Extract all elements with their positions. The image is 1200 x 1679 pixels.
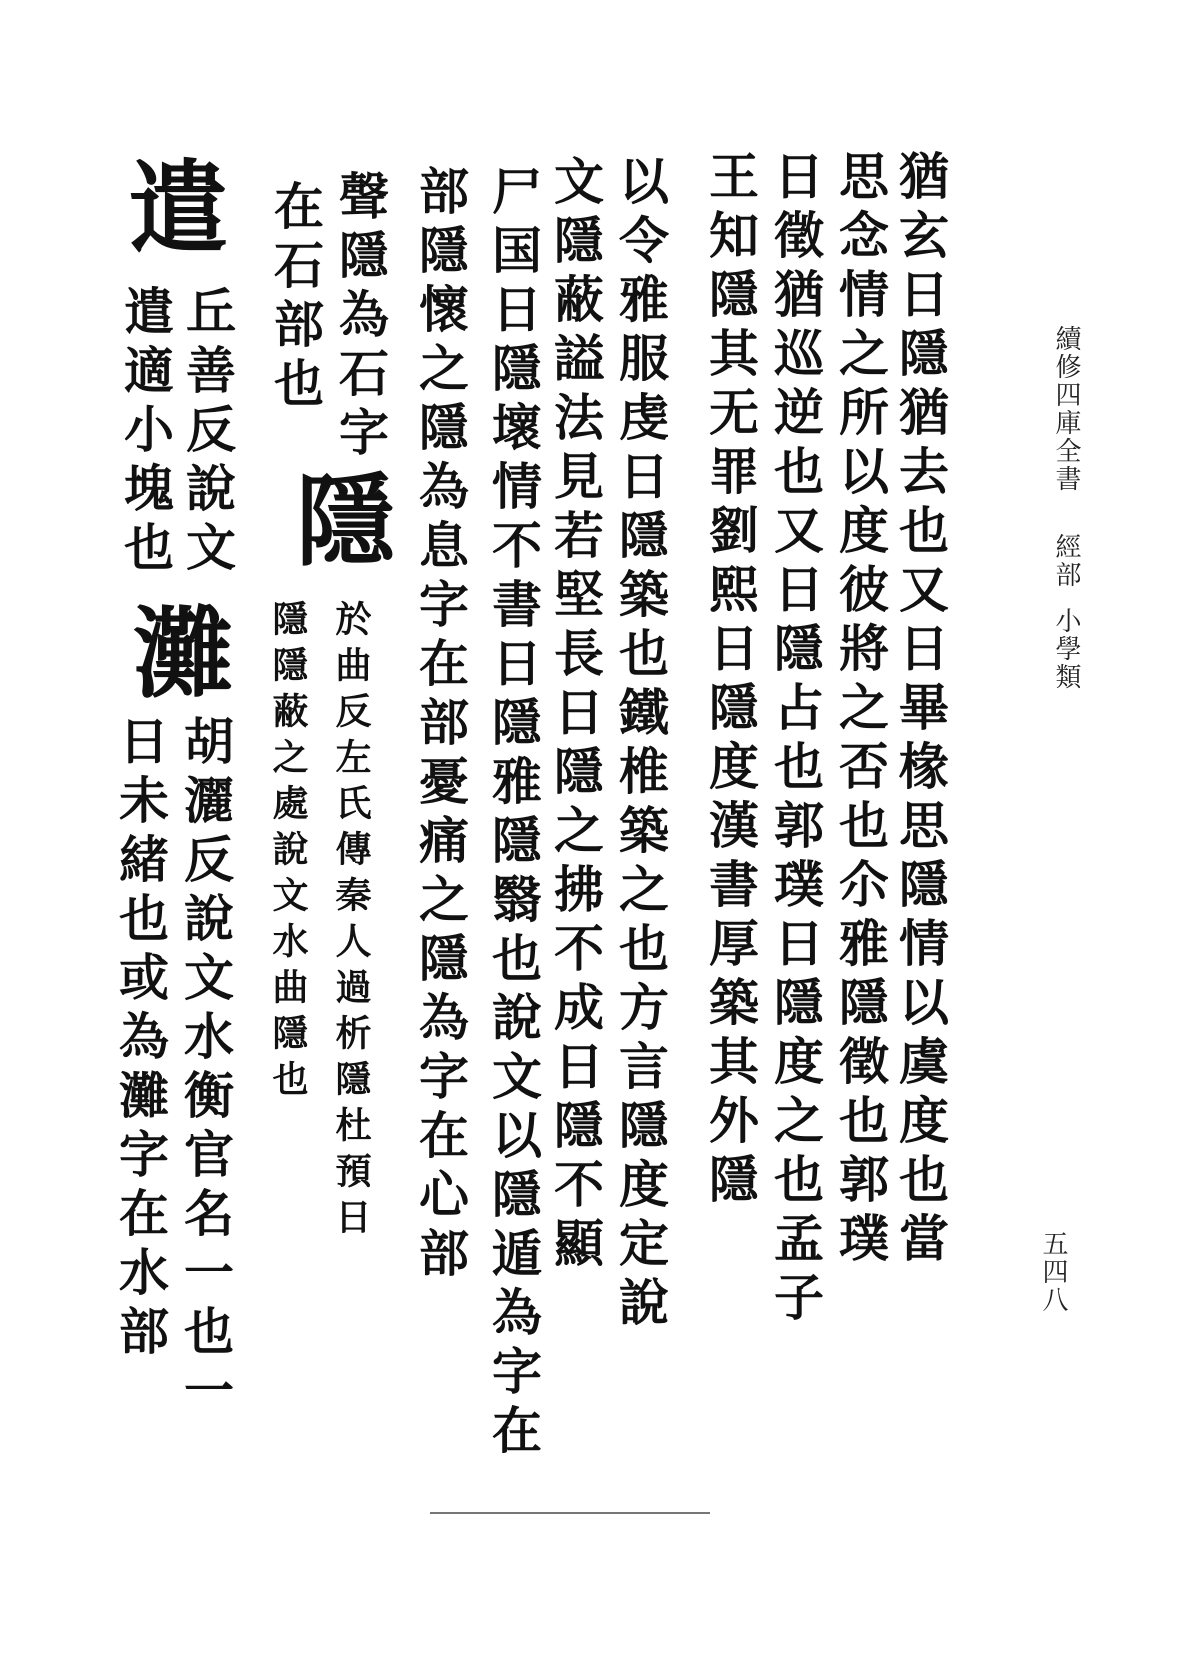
text-column-1: 猶玄日隱猶去也又日畢椽思隱情以虞度也當 (891, 150, 950, 1271)
entry-qian-line-1: 丘善反說文 (178, 285, 237, 580)
entry-hu-text: 日未緒也或為灘字在水部 (111, 715, 170, 1364)
entry-qian-line-2: 遣適小塊也 (116, 285, 175, 580)
text-column-9: 聲隱為石字 (331, 170, 390, 465)
text-column-4: 王知隱其无罪劉熙日隱度漢書厚築其外隱 (701, 150, 760, 1212)
text-column-6: 文隱蔽謚法見若堅長日隱之拂不成日隱不顯 (546, 155, 605, 1276)
bottom-rule (430, 1512, 710, 1514)
text-column-8: 部隱懷之隱為息字在部憂痛之隱為字在心部 (411, 165, 470, 1286)
text-column-5: 以令雅服虔日隱築也鐵椎築之也方言隱度定說 (611, 155, 670, 1335)
page-number: 五四八 (1038, 1230, 1068, 1314)
section-title: 經部 (1051, 533, 1081, 589)
text-column-10: 在石部也 (266, 180, 325, 416)
category-title: 小學類 (1051, 607, 1081, 691)
entry-yin-text: 隱隱蔽之處說文水曲隱也 (267, 600, 309, 1106)
collection-title: 續修四庫全書 (1051, 325, 1081, 493)
entry-yin-headword: 隱 (279, 468, 397, 568)
entry-hu-gloss: 胡灑反說文水衡官名一也一 (176, 715, 235, 1423)
text-column-7: 尸国日隱壞情不書日隱雅隱翳也說文以隱遁為字在 (484, 165, 543, 1463)
text-column-3: 日徵猶巡逆也又日隱占也郭璞日隱度之也孟子 (766, 150, 825, 1330)
entry-qian-headword: 遣 (111, 155, 229, 255)
entry-hu-headword: 灘 (116, 600, 234, 700)
text-column-2: 思念情之所以度彼將之否也尒雅隱徵也郭璞 (831, 150, 890, 1271)
margin-running-head (1035, 325, 1085, 691)
entry-yin-gloss: 於曲反左氏傳秦人過析隱杜預日 (330, 600, 372, 1244)
